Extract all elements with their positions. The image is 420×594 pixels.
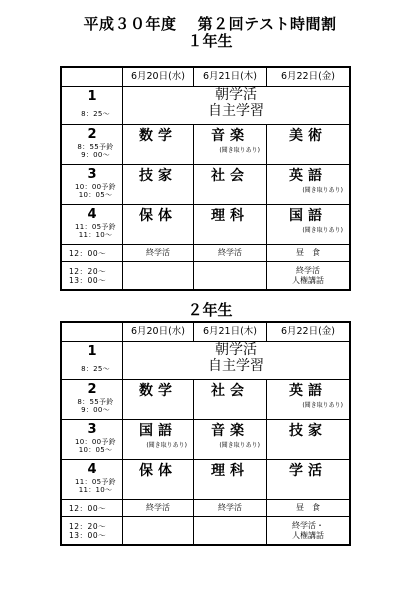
period-time: 8：55予鈴 — [77, 398, 114, 406]
subject-name: 社会 — [211, 383, 249, 399]
subject-note: (聞き取りあり) — [219, 442, 260, 449]
day-header: 6月20日(水) — [123, 323, 194, 342]
morning-activity-line: 朝学活 — [215, 342, 257, 358]
period-cell — [62, 165, 123, 205]
subject-cell — [123, 420, 194, 460]
period-time: 9：00～ — [81, 150, 110, 159]
subject-cell — [194, 205, 267, 245]
day-header: 6月22日(金) — [267, 68, 350, 87]
subject-cell — [194, 460, 267, 500]
subject-name: 保体 — [139, 463, 177, 479]
time-cell — [62, 517, 123, 545]
subject-name: 数学 — [139, 383, 177, 399]
subject-cell — [194, 125, 267, 165]
subject-name: 技家 — [139, 168, 177, 184]
afternoon-cell — [267, 517, 350, 545]
afternoon-line: 終学活 — [296, 265, 320, 275]
afternoon-cell — [123, 517, 194, 545]
subject-cell — [194, 420, 267, 460]
period-cell — [62, 205, 123, 245]
subject-cell — [267, 380, 350, 420]
lunch-row-cell: 終学活 — [194, 500, 267, 517]
period-time: 8：25～ — [81, 110, 110, 118]
time-line: 13：00～ — [69, 275, 107, 285]
period-number: 3 — [87, 422, 97, 437]
subject-note: (聞き取りあり) — [146, 442, 187, 449]
subject-cell — [123, 460, 194, 500]
period-cell — [62, 380, 123, 420]
grade2-title: ２年生 — [187, 301, 233, 319]
subject-cell — [267, 125, 350, 165]
day-header: 6月22日(金) — [267, 323, 350, 342]
subject-name: 数学 — [139, 128, 177, 144]
period-time: 11：05予鈴 — [75, 478, 116, 486]
corner-cell — [62, 323, 123, 342]
subject-name: 社会 — [211, 168, 249, 184]
lunch-row-cell: 終学活 — [123, 500, 194, 517]
morning-activity-line: 自主学習 — [208, 358, 264, 374]
grade2-schedule-table — [61, 322, 350, 545]
afternoon-cell — [123, 262, 194, 290]
period-cell — [62, 420, 123, 460]
subject-note: (聞き取りあり) — [219, 147, 260, 154]
subject-cell — [267, 420, 350, 460]
subject-name: 音楽 — [211, 423, 249, 439]
subject-cell — [267, 205, 350, 245]
period-time: 10：05～ — [78, 445, 113, 454]
grade1-schedule-table — [61, 67, 350, 290]
period-number: 4 — [87, 462, 97, 477]
corner-cell — [62, 68, 123, 87]
subject-cell — [123, 380, 194, 420]
period-number: 3 — [87, 167, 97, 182]
subject-name: 理科 — [211, 208, 249, 224]
morning-activity-cell — [123, 87, 350, 125]
document-title: 平成３０年度 第２回テスト時間割 — [83, 15, 337, 33]
subject-note: (聞き取りあり) — [302, 402, 343, 409]
period-time: 9：00～ — [81, 405, 110, 414]
time-line: 12：20～ — [69, 521, 107, 531]
subject-cell — [123, 205, 194, 245]
subject-name: 国語 — [289, 208, 327, 224]
lunch-row-cell: 昼 食 — [267, 500, 350, 517]
subject-cell — [123, 165, 194, 205]
afternoon-cell — [194, 262, 267, 290]
lunch-row-cell: 昼 食 — [267, 245, 350, 262]
afternoon-line: 人権講話 — [292, 530, 324, 540]
period-number: 2 — [87, 127, 97, 142]
period-time: 10：00予鈴 — [75, 183, 116, 191]
afternoon-line: 終学活・ — [292, 520, 324, 530]
afternoon-line: 人権講話 — [292, 275, 324, 285]
period-time: 11：10～ — [78, 485, 113, 494]
period-number: 1 — [87, 89, 97, 104]
lunch-row-cell: 終学活 — [194, 245, 267, 262]
subject-name: 技家 — [289, 423, 327, 439]
time-cell: 12：00～ — [62, 500, 123, 517]
subject-name: 音楽 — [211, 128, 249, 144]
period-time: 8：55予鈴 — [77, 143, 114, 151]
morning-activity-line: 朝学活 — [215, 87, 257, 103]
period-cell — [62, 125, 123, 165]
subject-name: 保体 — [139, 208, 177, 224]
time-cell: 12：00～ — [62, 245, 123, 262]
subject-name: 国語 — [139, 423, 177, 439]
lunch-row-cell: 終学活 — [123, 245, 194, 262]
time-line: 12：20～ — [69, 266, 107, 276]
afternoon-cell — [194, 517, 267, 545]
day-header: 6月21日(木) — [194, 323, 267, 342]
subject-cell — [194, 165, 267, 205]
subject-cell — [123, 125, 194, 165]
period-cell — [62, 460, 123, 500]
period-time: 10：00予鈴 — [75, 438, 116, 446]
afternoon-cell — [267, 262, 350, 290]
day-header: 6月20日(水) — [123, 68, 194, 87]
subject-note: (聞き取りあり) — [302, 187, 343, 194]
subject-name: 英語 — [289, 383, 327, 399]
period-time: 8：25～ — [81, 365, 110, 373]
period-time: 11：05予鈴 — [75, 223, 116, 231]
subject-name: 理科 — [211, 463, 249, 479]
subject-note: (聞き取りあり) — [302, 227, 343, 234]
period-time: 11：10～ — [78, 230, 113, 239]
grade1-title: １年生 — [187, 32, 233, 50]
time-line: 13：00～ — [69, 530, 107, 540]
day-header: 6月21日(木) — [194, 68, 267, 87]
subject-name: 英語 — [289, 168, 327, 184]
period-cell — [62, 342, 123, 380]
subject-name: 美術 — [289, 128, 327, 144]
subject-cell — [267, 165, 350, 205]
period-time: 10：05～ — [78, 190, 113, 199]
period-cell — [62, 87, 123, 125]
subject-name: 学活 — [289, 463, 327, 479]
period-number: 2 — [87, 382, 97, 397]
subject-cell — [267, 460, 350, 500]
morning-activity-line: 自主学習 — [208, 103, 264, 119]
period-number: 1 — [87, 344, 97, 359]
subject-cell — [194, 380, 267, 420]
morning-activity-cell — [123, 342, 350, 380]
period-number: 4 — [87, 207, 97, 222]
time-cell — [62, 262, 123, 290]
